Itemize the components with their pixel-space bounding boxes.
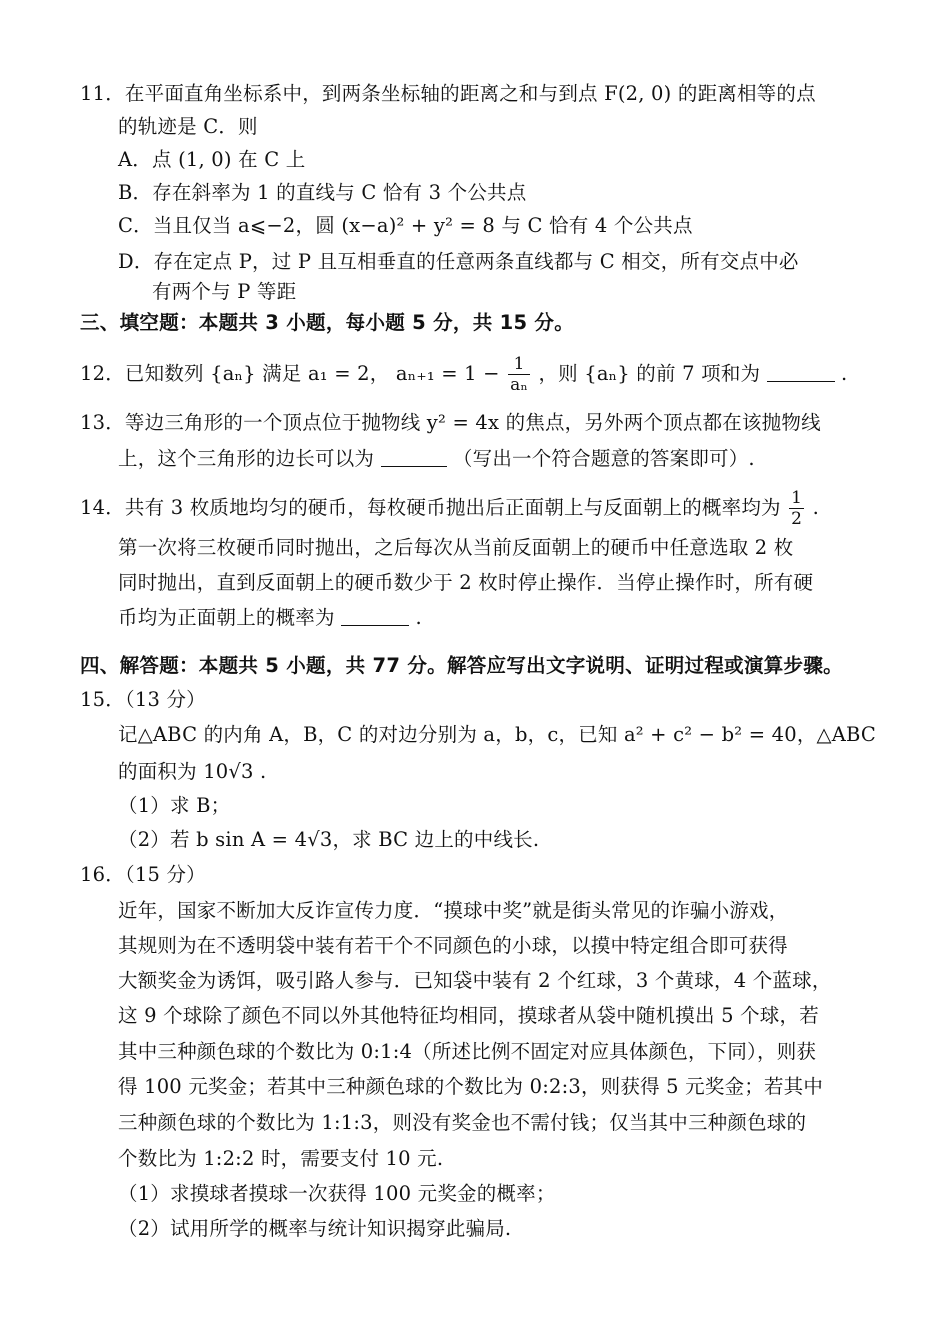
q14-line-4-text: 币均为正面朝上的概率为 — [118, 606, 335, 629]
q14-line-1-text: 14．共有 3 枚质地均匀的硬币，每枚硬币抛出后正面朝上与反面朝上的概率均为 — [80, 496, 781, 519]
q15-line-1: 记△ABC 的内角 A，B，C 的对边分别为 a，b，c，已知 a² + c² − b² = 40，△ABC — [118, 723, 877, 746]
q14-fraction-denominator: 2 — [791, 509, 803, 529]
q12-fraction-denominator: aₙ — [510, 375, 529, 395]
q16-paragraph-line-1: 近年，国家不断加大反诈宣传力度．“摸球中奖”就是街头常见的诈骗小游戏， — [118, 899, 789, 922]
q13-line-1: 13．等边三角形的一个顶点位于抛物线 y² = 4x 的焦点，另外两个顶点都在该抛物线 — [80, 411, 821, 434]
q13-line-2-note: （写出一个符合题意的答案即可）. — [452, 447, 755, 470]
q11-option-d-line-1: D．存在定点 P，过 P 且互相垂直的任意两条直线都与 C 相交，所有交点中必 — [118, 250, 799, 273]
q15-title: 15．（13 分） — [80, 688, 206, 711]
q14-line-3: 同时抛出，直到反面朝上的硬币数少于 2 枚时停止操作．当停止操作时，所有硬 — [118, 571, 814, 594]
q14-fraction — [789, 488, 804, 529]
q12-fraction-numerator: 1 — [508, 354, 530, 375]
q14-answer-blank — [341, 605, 409, 626]
q13-answer-blank — [381, 446, 447, 467]
q16-title: 16．（15 分） — [80, 863, 206, 886]
section-4-heading: 四、解答题：本题共 5 小题，共 77 分。解答应写出文字说明、证明过程或演算步骤。 — [80, 654, 843, 677]
q11-option-b: B．存在斜率为 1 的直线与 C 恰有 3 个公共点 — [118, 181, 527, 204]
q16-paragraph-line-8: 个数比为 1:2:2 时，需要支付 10 元. — [118, 1147, 444, 1170]
q13-line-2-text: 上，这个三角形的边长可以为 — [118, 447, 375, 470]
q16-paragraph-line-5: 其中三种颜色球的个数比为 0:1:4（所述比例不固定对应具体颜色，下同），则获 — [118, 1040, 817, 1063]
q16-paragraph-line-6: 得 100 元奖金；若其中三种颜色球的个数比为 0:2:3，则获得 5 元奖金；若其中 — [118, 1075, 824, 1098]
q16-part-1: （1）求摸球者摸球一次获得 100 元奖金的概率； — [118, 1182, 556, 1205]
q12-suffix: ，则 {aₙ} 的前 7 项和为 — [538, 362, 761, 385]
q16-paragraph-line-2: 其规则为在不透明袋中装有若干个不同颜色的小球，以摸中特定组合即可获得 — [118, 934, 788, 957]
q12-line — [80, 354, 847, 395]
q16-paragraph-line-3: 大额奖金为诱饵，吸引路人参与．已知袋中装有 2 个红球，3 个黄球，4 个蓝球， — [118, 969, 832, 992]
q14-line-1 — [80, 488, 819, 529]
q14-line-4-end: . — [415, 606, 422, 629]
q16-paragraph-line-7: 三种颜色球的个数比为 1:1:3，则没有奖金也不需付钱；仅当其中三种颜色球的 — [118, 1111, 807, 1134]
q14-fraction-numerator: 1 — [791, 488, 803, 508]
q14-line-4 — [118, 604, 422, 632]
q11-option-c: C．当且仅当 a⩽−2，圆 (x−a)² + y² = 8 与 C 恰有 4 个公共点 — [118, 214, 693, 237]
q12-end: . — [841, 362, 848, 385]
q15-part-1: （1）求 B； — [118, 794, 231, 817]
q12-prefix: 12．已知数列 {aₙ} 满足 a₁ = 2， — [80, 362, 390, 385]
q13-line-2 — [118, 445, 755, 473]
q14-line-1-end: . — [812, 496, 819, 519]
q15-part-2: （2）若 b sin A = 4√3，求 BC 边上的中线长. — [118, 828, 540, 851]
q15-line-2: 的面积为 10√3 . — [118, 760, 267, 783]
q12-fraction — [508, 354, 530, 395]
q12-recurrence-left: aₙ₊₁ = 1 − — [395, 362, 500, 385]
q11-option-a: A．点 (1, 0) 在 C 上 — [118, 148, 306, 171]
q11-line-1: 11．在平面直角坐标系中，到两条坐标轴的距离之和与到点 F(2, 0) 的距离相等的点 — [80, 82, 816, 105]
q14-line-2: 第一次将三枚硬币同时抛出，之后每次从当前反面朝上的硬币中任意选取 2 枚 — [118, 536, 794, 559]
q11-line-2: 的轨迹是 C．则 — [118, 115, 258, 138]
q12-answer-blank — [767, 361, 835, 382]
section-3-heading: 三、填空题：本题共 3 小题，每小题 5 分，共 15 分。 — [80, 311, 575, 334]
q16-part-2: （2）试用所学的概率与统计知识揭穿此骗局. — [118, 1217, 512, 1240]
q16-paragraph-line-4: 这 9 个球除了颜色不同以外其他特征均相同，摸球者从袋中随机摸出 5 个球，若 — [118, 1004, 819, 1027]
q11-option-d-line-2: 有两个与 P 等距 — [152, 280, 297, 303]
